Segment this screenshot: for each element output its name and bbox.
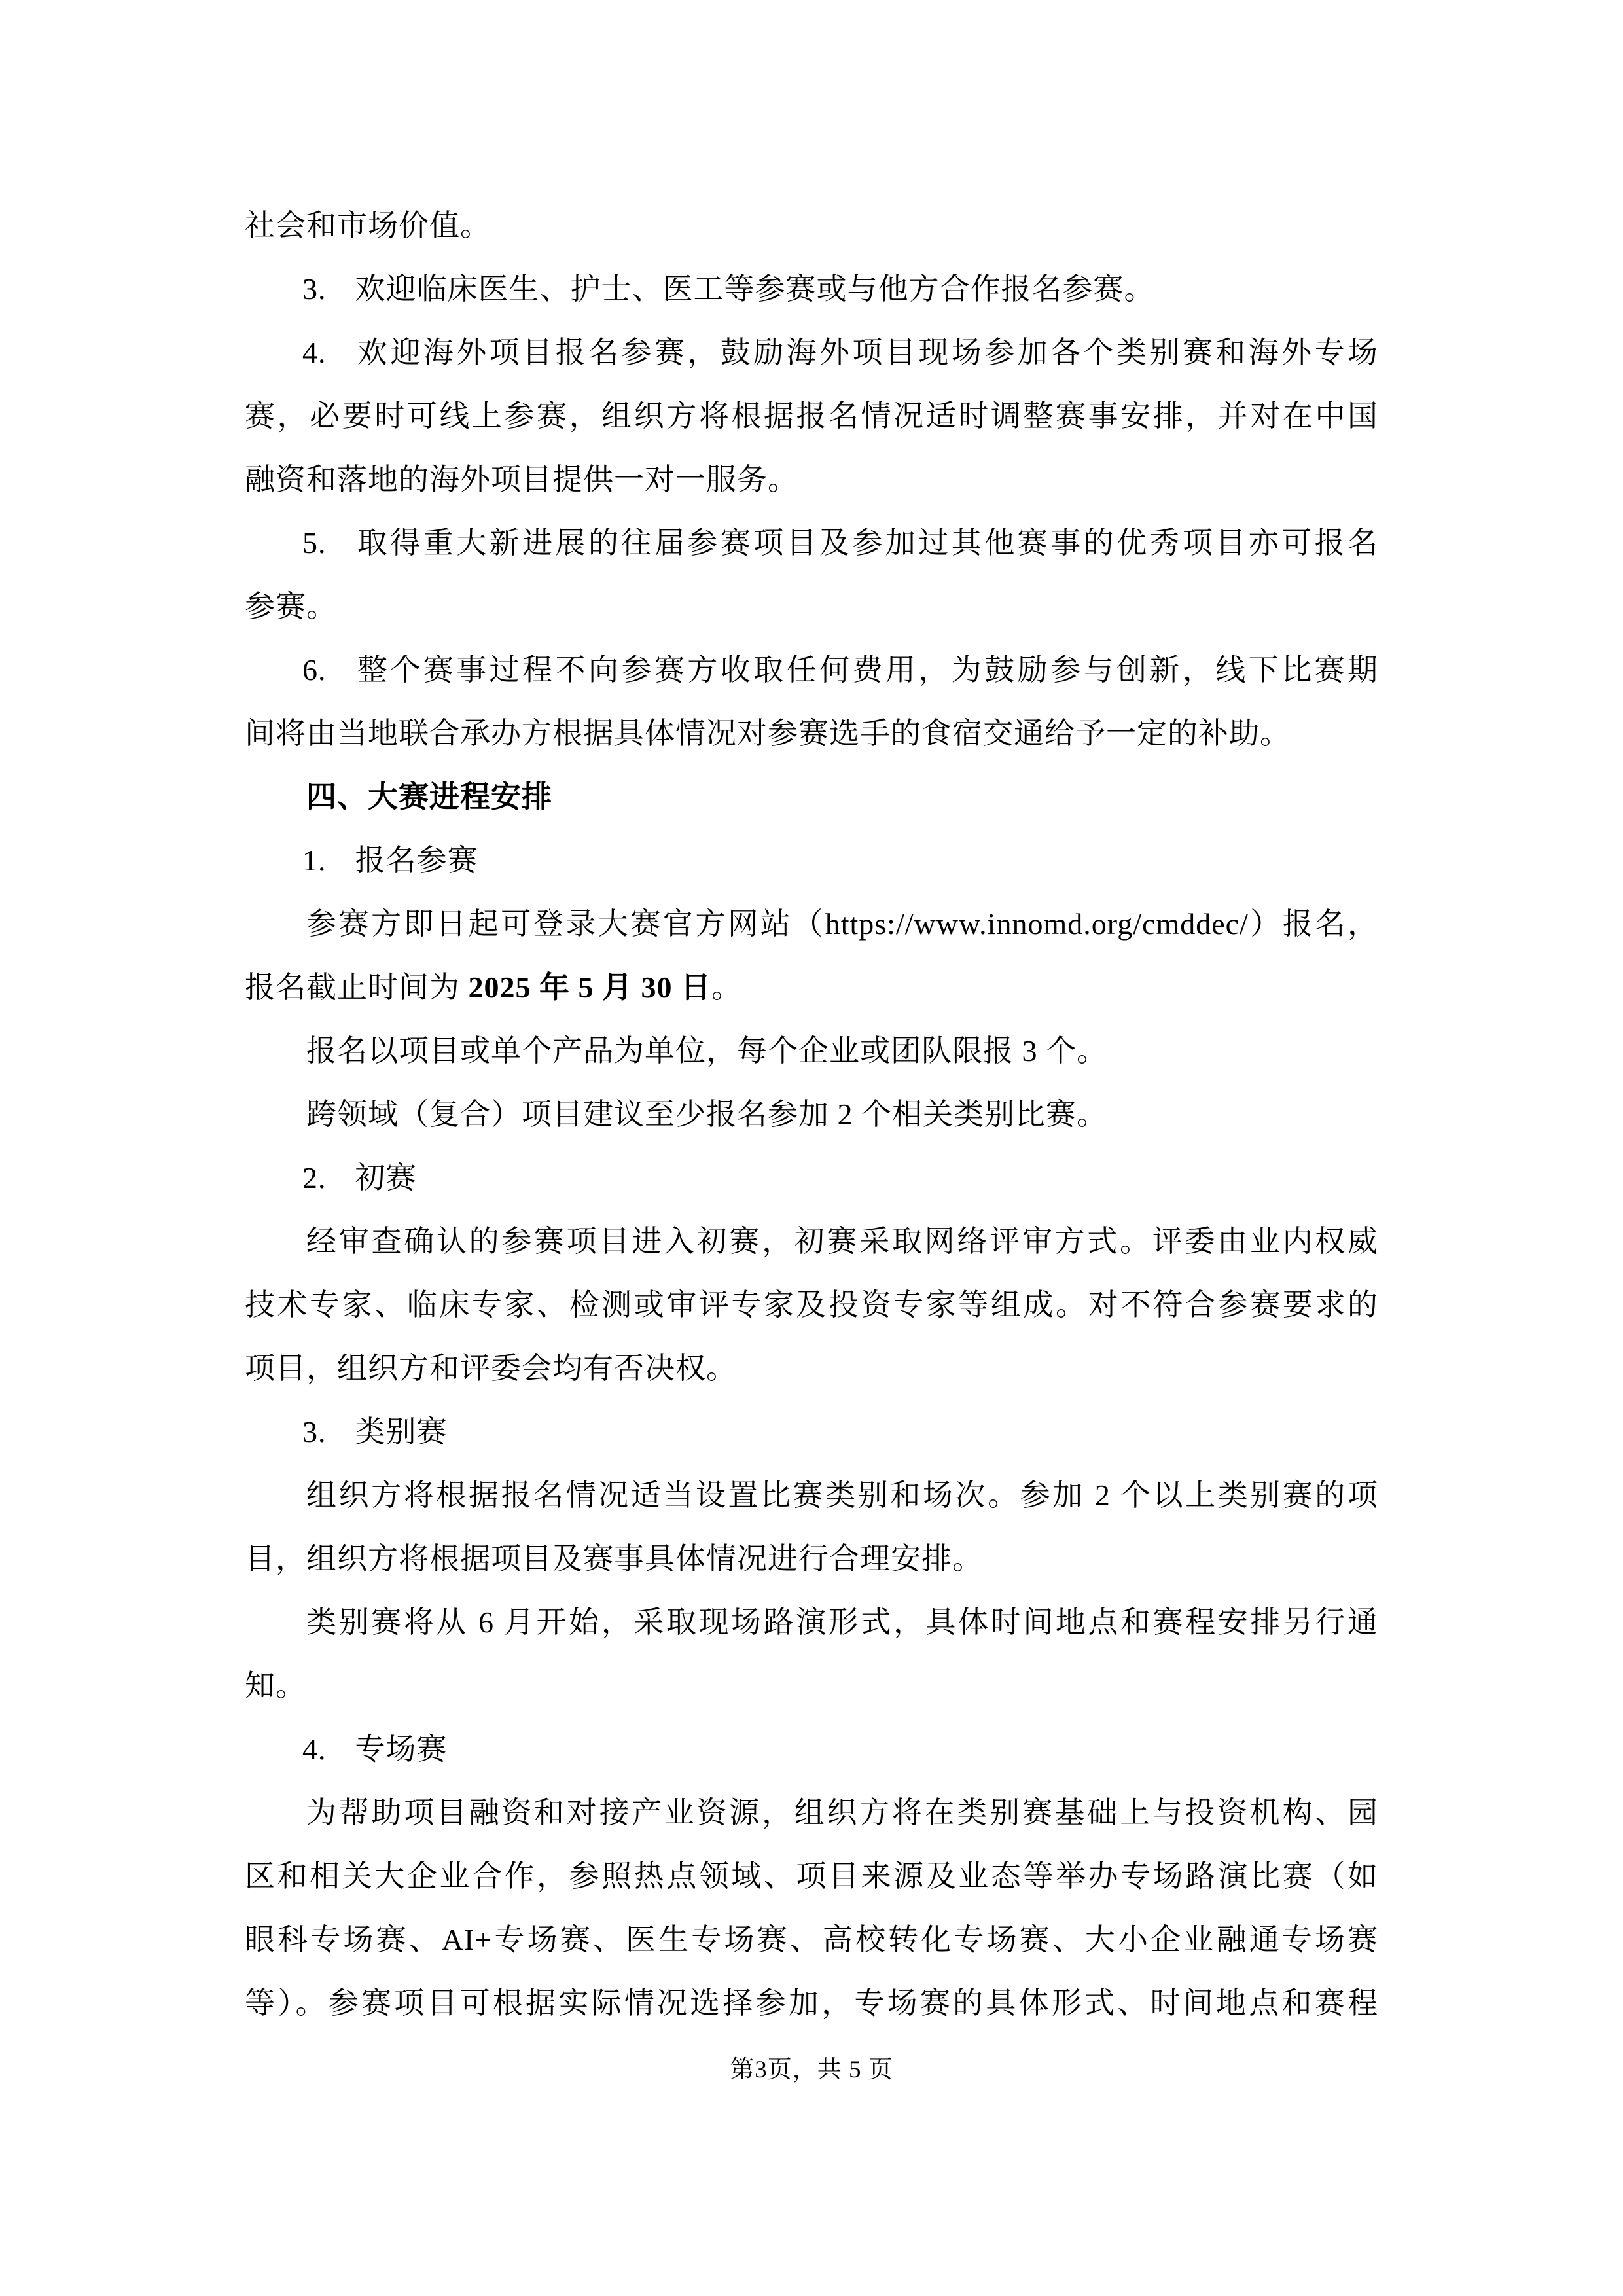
text-line	[245, 321, 1378, 384]
list-number: 3.	[302, 1415, 327, 1448]
text-run: 跨领域（复合）项目建议至少报名参加 2 个相关类别比赛。	[306, 1098, 1107, 1131]
text-line	[245, 1908, 1378, 1971]
text-run: 类别赛将从 6 月开始，采取现场路演形式，具体时间地点和赛程安排另行通	[306, 1605, 1378, 1639]
list-number: 6.	[302, 653, 327, 687]
text-run: 技术专家、临床专家、检测或审评专家及投资专家等组成。对不符合参赛要求的	[245, 1288, 1378, 1321]
text-run: 类别赛	[355, 1415, 448, 1448]
text-line	[245, 1654, 1378, 1717]
text-run: 四、大赛进程安排	[306, 780, 552, 814]
list-number: 2.	[302, 1161, 327, 1194]
text-run: 报名参赛	[355, 844, 478, 877]
text-line	[245, 1717, 1378, 1781]
text-run: 初赛	[355, 1161, 417, 1194]
list-number: 4.	[302, 336, 327, 369]
text-line	[245, 1781, 1378, 1844]
text-line	[245, 1146, 1378, 1210]
document-body	[245, 194, 1378, 2035]
text-line	[245, 1527, 1378, 1590]
text-line	[245, 1083, 1378, 1146]
text-run: 等）。参赛项目可根据实际情况选择参加，专场赛的具体形式、时间地点和赛程	[245, 1986, 1378, 2020]
text-run: 为帮助项目融资和对接产业资源，组织方将在类别赛基础上与投资机构、园	[306, 1796, 1378, 1829]
text-line	[245, 1210, 1378, 1273]
page-number-text: 第3页，共 5 页	[730, 2056, 893, 2083]
text-line	[245, 1590, 1378, 1654]
text-run: 目，组织方将根据项目及赛事具体情况进行合理安排。	[245, 1542, 983, 1575]
text-run: 融资和落地的海外项目提供一对一服务。	[245, 463, 798, 496]
text-run: 取得重大新进展的往届参赛项目及参加过其他赛事的优秀项目亦可报名	[355, 526, 1378, 560]
text-run: 整个赛事过程不向参赛方收取任何费用，为鼓励参与创新，线下比赛期	[355, 653, 1378, 687]
text-line	[245, 511, 1378, 575]
deadline-line	[245, 956, 1378, 1019]
text-run: 。	[711, 971, 742, 1004]
text-line	[245, 1971, 1378, 2035]
text-run: 专场赛	[355, 1732, 448, 1766]
text-run: 欢迎临床医生、护士、医工等参赛或与他方合作报名参赛。	[355, 272, 1155, 306]
text-run: 区和相关大企业合作，参照热点领域、项目来源及业态等举办专场路演比赛（如	[245, 1859, 1378, 1893]
text-run: 2025 年 5 月 30 日	[468, 971, 711, 1004]
text-run: 社会和市场价值。	[245, 209, 491, 242]
text-line	[245, 448, 1378, 511]
registration-url-line	[245, 892, 1378, 956]
text-line	[245, 194, 1378, 257]
text-run: 赛，必要时可线上参赛，组织方将根据报名情况适时调整赛事安排，并对在中国	[245, 399, 1378, 433]
list-number: 1.	[302, 844, 327, 877]
text-run: 报名截止时间为	[245, 971, 469, 1004]
text-run: 参赛。	[245, 590, 337, 623]
section-heading	[245, 765, 1378, 829]
list-number: 4.	[302, 1732, 327, 1766]
text-run: 欢迎海外项目报名参赛，鼓励海外项目现场参加各个类别赛和海外专场	[355, 336, 1378, 369]
text-line	[245, 1463, 1378, 1527]
text-run: 知。	[245, 1669, 306, 1702]
text-line	[245, 1336, 1378, 1400]
text-line	[245, 1273, 1378, 1336]
list-number: 5.	[302, 526, 327, 560]
text-line	[245, 384, 1378, 448]
text-run: 参赛方即日起可登录大赛官方网站（https://www.innomd.org/cmddec/）报名，	[306, 907, 1378, 941]
text-line	[245, 257, 1378, 321]
text-run: 报名以项目或单个产品为单位，每个企业或团队限报 3 个。	[306, 1034, 1107, 1067]
text-line	[245, 1844, 1378, 1908]
text-run: 经审查确认的参赛项目进入初赛，初赛采取网络评审方式。评委由业内权威	[306, 1225, 1378, 1258]
text-line	[245, 702, 1378, 765]
page-footer	[0, 2047, 1623, 2093]
list-number: 3.	[302, 272, 327, 306]
text-line	[245, 829, 1378, 892]
text-run: 眼科专场赛、AI+专场赛、医生专场赛、高校转化专场赛、大小企业融通专场赛	[245, 1923, 1378, 1956]
text-line	[245, 1400, 1378, 1463]
text-line	[245, 575, 1378, 638]
text-line	[245, 638, 1378, 702]
text-run: 项目，组织方和评委会均有否决权。	[245, 1352, 737, 1385]
text-run: 组织方将根据报名情况适当设置比赛类别和场次。参加 2 个以上类别赛的项	[306, 1479, 1378, 1512]
text-run: 间将由当地联合承办方根据具体情况对参赛选手的食宿交通给予一定的补助。	[245, 717, 1291, 750]
text-line	[245, 1019, 1378, 1083]
